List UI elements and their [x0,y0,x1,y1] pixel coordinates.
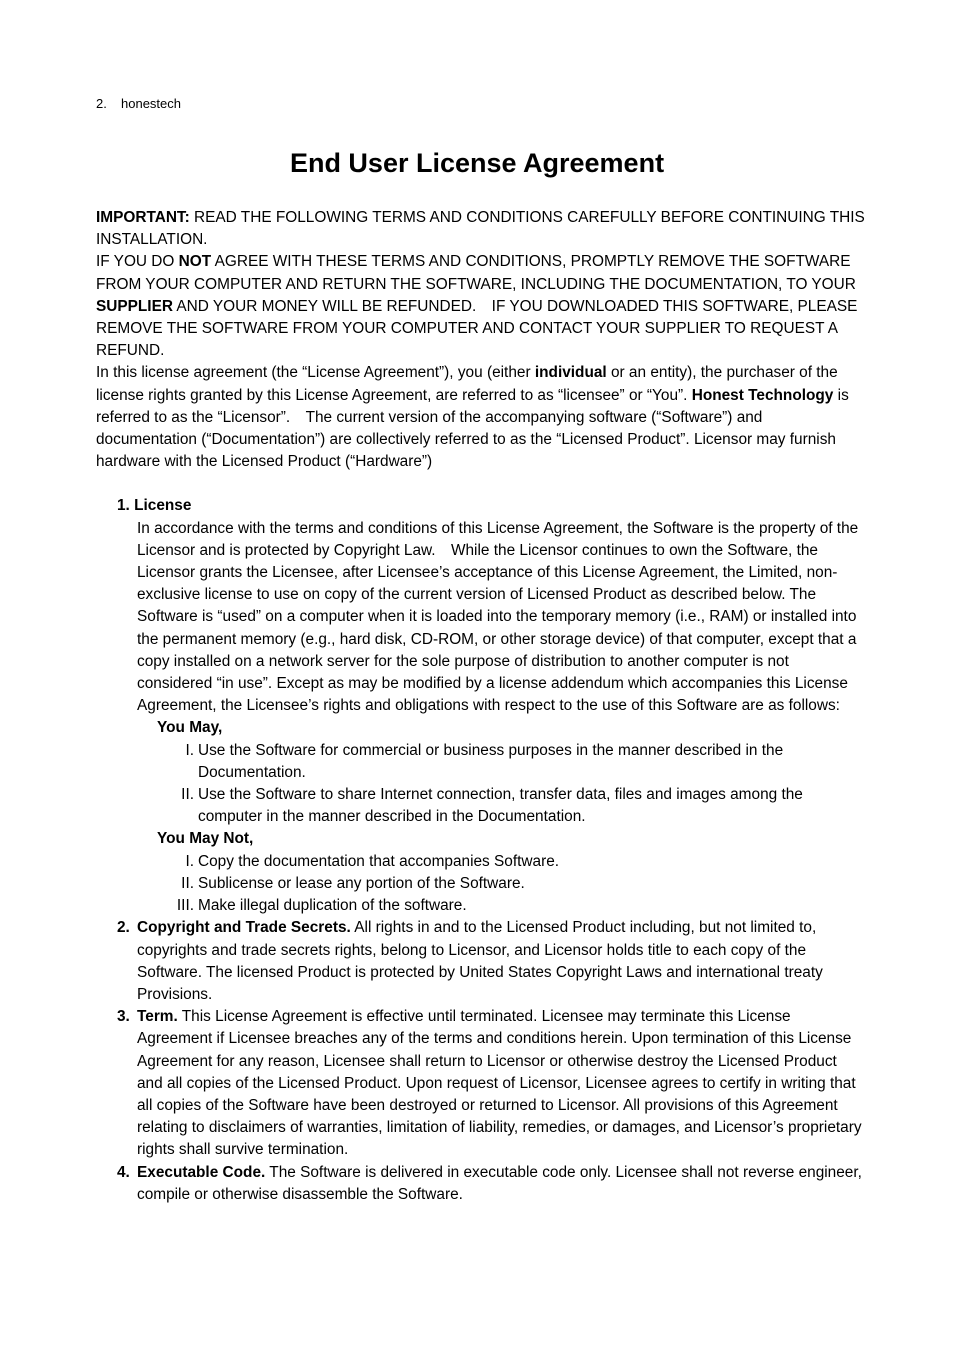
section-executable-number: 4. [117,1163,130,1181]
section-license-body: In accordance with the terms and conditions of this License Agreement, the Software is the property of the Licensor and is protected by Copyright Law. While the Licensor continues to own the Software, the Licensor grants the Licensee, after Licensee’s acceptance of this License Agreement, the Limited, non-exclusive license to use on copy of the current version of Licensed Product as described below. The Software is “used” on a computer when it is loaded into the temporary memory (i.e., RAM) or installed into the permanent memory (e.g., hard disk, CD-ROM, or other storage device) of that computer, except that a copy installed on a network server for the sole purpose of distribution to another computer is not considered “in use”. Except as may be modified by a license addendum which accompanies this License Agreement, the Licensee’s rights and obligations with respect to the use of this Software are as follows: [137,519,859,715]
definitions-text-mid: or an entity), the purchaser of the license rights granted by this License Agreement, are referred to as “licensee” or “You”. [96,364,838,404]
list-item-number: III. [176,897,194,915]
section-executable-body: The Software is delivered in executable code only. Licensee shall not reverse engineer, compile or otherwise disassemble the Software. [137,1163,862,1203]
list-item-number: II. [181,786,194,804]
refund-paragraph [96,251,866,362]
section-term-heading: Term. [137,1008,178,1026]
list-item [96,740,866,784]
list-item [96,873,866,895]
section-executable-code [96,1162,866,1206]
list-item [96,895,866,917]
header-number: 2. [96,96,107,111]
definitions-text-pre: In this license agreement (the “License Agreement”), you (either [96,364,535,382]
list-item-number: I. [185,741,194,759]
list-item-text: Use the Software to share Internet connection, transfer data, files and images among the computer in the manner described in the Documentation. [198,786,803,826]
header-text: honestech [121,96,181,111]
honest-technology-emphasis: Honest Technology [691,386,834,404]
refund-text-post: AND YOUR MONEY WILL BE REFUNDED. IF YOU DOWNLOADED THIS SOFTWARE, PLEASE REMOVE THE SOFTWARE FROM YOUR COMPUTER AND CONTACT YOUR SUPPLIER TO REQUEST A REFUND. [96,297,858,360]
list-item-text: Copy the documentation that accompanies Software. [198,852,560,870]
section-term-number: 3. [117,1008,130,1026]
section-term [96,1006,866,1161]
important-text: READ THE FOLLOWING TERMS AND CONDITIONS CAREFULLY BEFORE CONTINUING THIS INSTALLATION. [96,209,865,249]
section-copyright [96,917,866,1006]
not-emphasis: NOT [178,253,212,271]
list-item [96,851,866,873]
section-copyright-heading: Copyright and Trade Secrets. [137,919,351,937]
section-term-body: This License Agreement is effective until terminated. Licensee may terminate this License Agreement if Licensee breaches any of the terms and conditions herein. Upon termination of this License Agreement for any reason, Licensee shall return to Licensor or otherwise destroy the Licensed Product and all copies of the Licensed Product. Upon request of Licensor, Licensee agrees to certify in writing that all copies of the Software have been destroyed or returned to Licensor. All provisions of this Agreement relating to disclaimers of warranties, limitation of liability, remedies, or damages, and Licensor’s proprietary rights shall survive termination. [137,1008,862,1159]
page-header [96,96,181,111]
you-may-not-heading: You May Not, [157,830,254,848]
section-license [96,495,866,717]
document-title: End User License Agreement [289,148,665,178]
list-item-text: Sublicense or lease any portion of the Software. [198,874,525,892]
section-executable-heading: Executable Code. [137,1163,266,1181]
section-copyright-body: All rights in and to the Licensed Product including, but not limited to, copyrights and trade secrets rights, belong to Licensor, and Licensor holds title to each copy of the Software. The licensed Product is protected by United States Copyright Laws and international treaty Provisions. [137,919,823,1003]
list-item-text: Use the Software for commercial or business purposes in the manner described in the Documentation. [198,741,784,781]
section-license-heading: 1. License [117,497,192,515]
refund-text-pre: IF YOU DO [96,253,179,271]
definitions-paragraph [96,362,866,473]
supplier-emphasis: SUPPLIER [96,297,173,315]
section-copyright-number: 2. [117,919,130,937]
you-may-heading: You May, [157,719,223,737]
important-paragraph [96,207,866,251]
list-item-number: I. [185,852,194,870]
document-body [96,207,866,1206]
individual-emphasis: individual [534,364,607,382]
definitions-text-post: is referred to as the “Licensor”. The current version of the accompanying software (“Software”) and documentation (“Documentation”) are collectively referred to as the “Licensed Product”. Licensor may furnish hardware with the Licensed Product (“Hardware”) [96,386,849,471]
important-label: IMPORTANT: [96,209,190,226]
list-item-number: II. [181,874,194,892]
list-item [96,784,866,828]
list-item-text: Make illegal duplication of the software. [198,897,467,915]
refund-text-mid: AGREE WITH THESE TERMS AND CONDITIONS, PROMPTLY REMOVE THE SOFTWARE FROM YOUR COMPUTER AND RETURN THE SOFTWARE, INCLUDING THE DOCUMENTATION, TO YOUR [96,253,856,293]
spacer [96,473,866,495]
